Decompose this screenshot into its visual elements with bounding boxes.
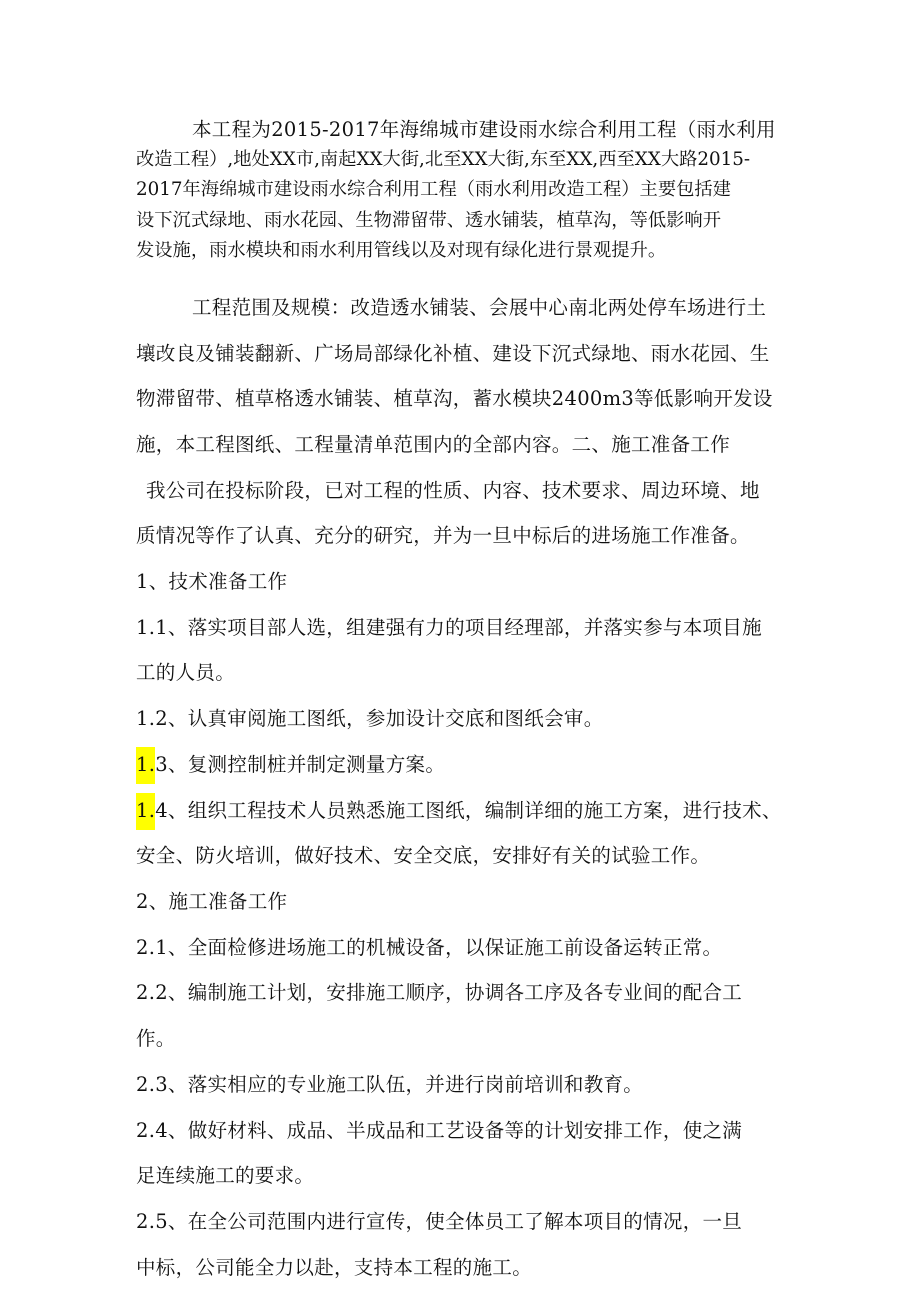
item-1-3-text: 3、复测控制桩并制定测量方案。 bbox=[155, 753, 446, 776]
item-2-3: 2.3、落实相应的专业施工队伍，并进行岗前培训和教育。 bbox=[136, 1073, 644, 1096]
item-1-1-line-1: 1.1、落实项目部人选，组建强有力的项目经理部，并落实参与本项目施 bbox=[136, 616, 762, 639]
scope-line-4: 施，本工程图纸、工程量清单范围内的全部内容。二、施工准备工作 bbox=[136, 433, 731, 456]
item-2-4-line-2: 足连续施工的要求。 bbox=[136, 1164, 315, 1187]
item-1-4-line-2: 安全、防火培训，做好技术、安全交底，安排好有关的试验工作。 bbox=[136, 844, 711, 867]
section-1-title: 1、技术准备工作 bbox=[136, 570, 288, 593]
scope-line-1: 工程范围及规模：改造透水铺装、会展中心南北两处停车场进行土 bbox=[192, 296, 767, 319]
item-1-1-line-2: 工的人员。 bbox=[136, 661, 236, 684]
intro-line-4: 设下沉式绿地、雨水花园、生物滞留带、透水铺装，植草沟，等低影响开 bbox=[136, 210, 721, 231]
section-2-title: 2、施工准备工作 bbox=[136, 890, 288, 913]
item-2-2-line-2: 作。 bbox=[136, 1027, 176, 1050]
highlighted-number: 1. bbox=[136, 747, 155, 784]
highlighted-number: 1. bbox=[136, 793, 155, 830]
prep-line-1: 我公司在投标阶段，已对工程的性质、内容、技术要求、周边环境、地 bbox=[146, 479, 760, 502]
scope-line-2: 壤改良及铺装翻新、广场局部绿化补植、建设下沉式绿地、雨水花园、生 bbox=[136, 342, 770, 365]
intro-line-1: 本工程为2015-2017年海绵城市建设雨水综合利用工程（雨水利用 bbox=[192, 118, 776, 141]
intro-line-3: 2017年海绵城市建设雨水综合利用工程（雨水利用改造工程）主要包括建 bbox=[136, 179, 731, 200]
item-2-5-line-2: 中标，公司能全力以赴，支持本工程的施工。 bbox=[136, 1256, 533, 1279]
item-2-1: 2.1、全面检修进场施工的机械设备，以保证施工前设备运转正常。 bbox=[136, 936, 723, 959]
intro-line-5: 发设施，雨水模块和雨水利用管线以及对现有绿化进行景观提升。 bbox=[136, 240, 667, 261]
item-1-3 bbox=[136, 752, 796, 778]
item-1-4-line-1 bbox=[136, 798, 816, 824]
item-2-2-line-1: 2.2、编制施工计划，安排施工顺序，协调各工序及各专业间的配合工 bbox=[136, 981, 743, 1004]
prep-line-2: 质情况等作了认真、充分的研究，并为一旦中标后的进场施工作准备。 bbox=[136, 524, 750, 547]
intro-line-2: 改造工程）,地处XX市,南起XX大街,北至XX大街,东至XX,西至XX大路2015- bbox=[136, 149, 751, 170]
item-2-5-line-1: 2.5、在全公司范围内进行宣传，使全体员工了解本项目的情况，一旦 bbox=[136, 1210, 743, 1233]
item-2-4-line-1: 2.4、做好材料、成品、半成品和工艺设备等的计划安排工作，使之满 bbox=[136, 1119, 743, 1142]
item-1-2: 1.2、认真审阅施工图纸，参加设计交底和图纸会审。 bbox=[136, 707, 604, 730]
item-1-4-text: 4、组织工程技术人员熟悉施工图纸，编制详细的施工方案，进行技术、 bbox=[155, 799, 782, 822]
scope-line-3: 物滞留带、植草格透水铺装、植草沟，蓄水模块2400m3等低影响开发设 bbox=[136, 387, 773, 410]
